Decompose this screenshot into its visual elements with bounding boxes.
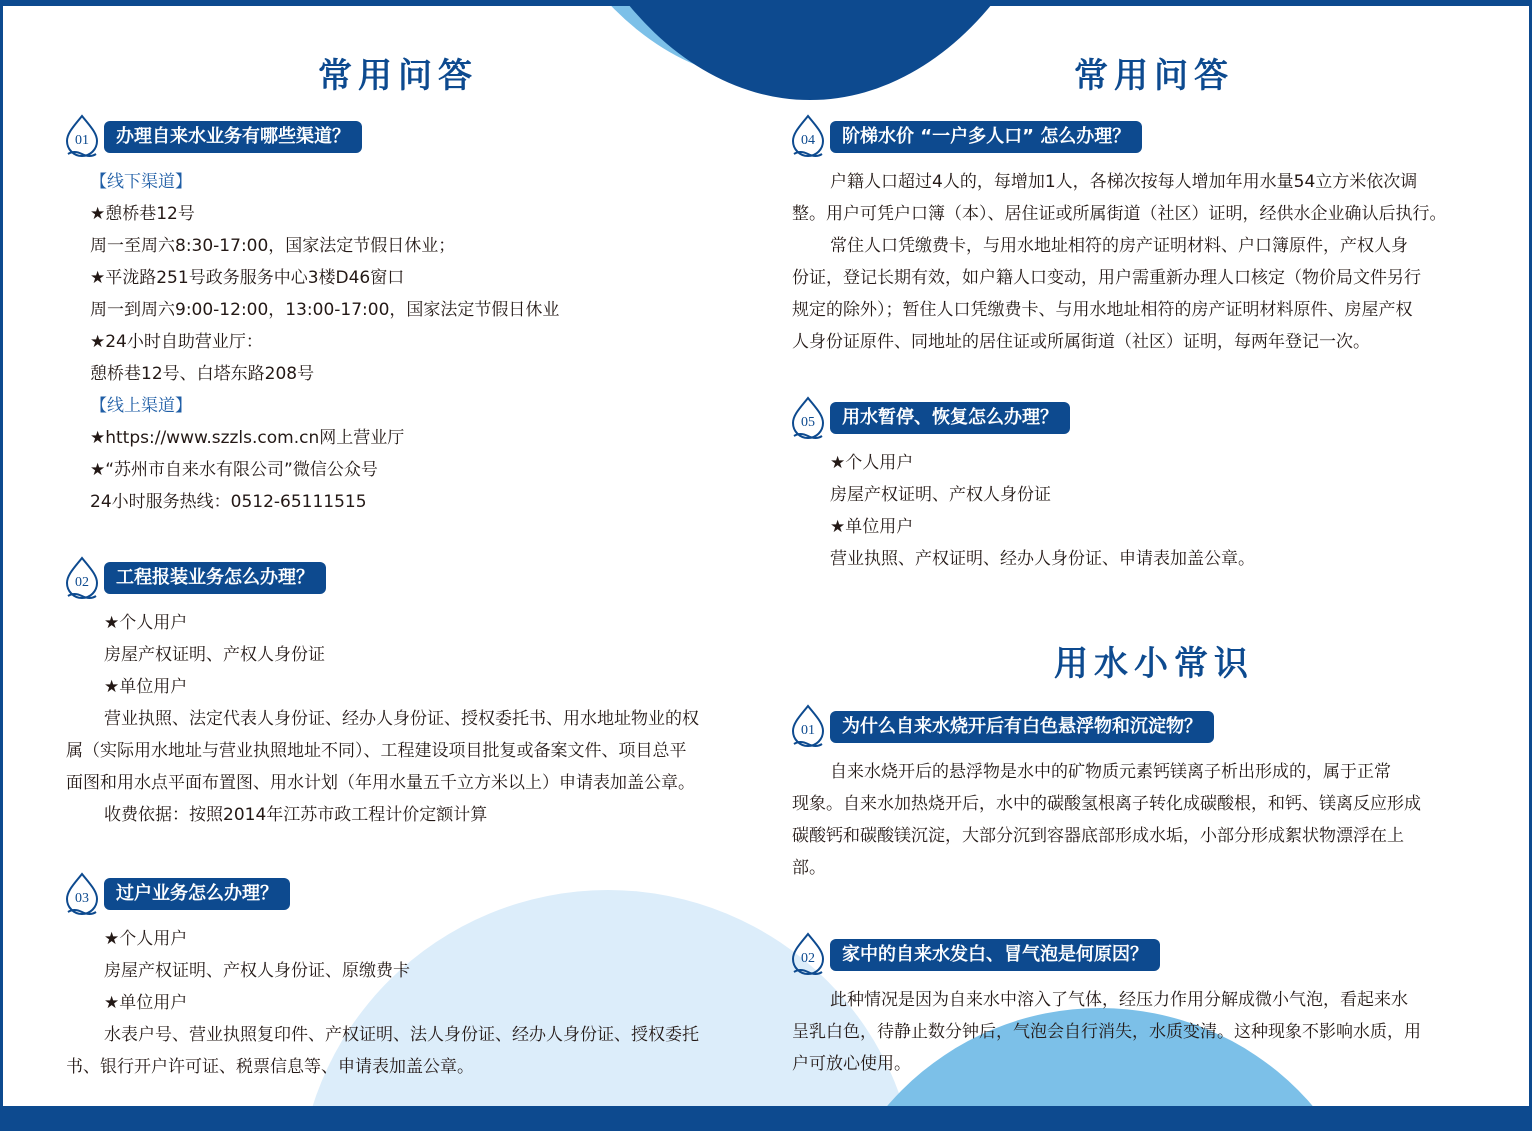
q1-line: ★平泷路251号政务服务中心3楼D46窗口 bbox=[90, 268, 405, 288]
right-section-title: 常用问答 bbox=[1074, 56, 1234, 96]
q1-line: ★https://www.szzls.com.cn网上营业厅 bbox=[90, 428, 405, 448]
q2-line: 收费依据：按照2014年江苏市政工程计价定额计算 bbox=[104, 805, 488, 825]
bottom-pale-circle bbox=[298, 890, 918, 1131]
online-channel-heading: 【线上渠道】 bbox=[90, 396, 192, 416]
question-02-bar: 工程报装业务怎么办理？ bbox=[104, 562, 326, 594]
q2-line: 房屋产权证明、产权人身份证 bbox=[104, 645, 325, 665]
water-drop-number-icon bbox=[790, 932, 826, 980]
tip-01-bar: 为什么自来水烧开后有白色悬浮物和沉淀物？ bbox=[830, 711, 1214, 743]
offline-channel-heading: 【线下渠道】 bbox=[90, 172, 192, 192]
water-drop-number-icon bbox=[64, 556, 100, 604]
svg-text:02: 02 bbox=[75, 575, 89, 590]
tips-section-title: 用水小常识 bbox=[1054, 644, 1254, 684]
frame-top-border bbox=[0, 0, 1532, 6]
tip2-line: 呈乳白色，待静止数分钟后，气泡会自行消失，水质变清。这种现象不影响水质，用 bbox=[792, 1022, 1421, 1042]
water-drop-number-icon bbox=[64, 114, 100, 162]
top-dark-arc bbox=[530, 0, 1090, 100]
q5-line: ★单位用户 bbox=[830, 517, 914, 537]
q2-line: 营业执照、法定代表人身份证、经办人身份证、授权委托书、用水地址物业的权 bbox=[104, 709, 699, 729]
svg-text:03: 03 bbox=[75, 891, 89, 906]
q3-line: 水表户号、营业执照复印件、产权证明、法人身份证、经办人身份证、授权委托 bbox=[104, 1025, 699, 1045]
q2-line: 面图和用水点平面布置图、用水计划（年用水量五千立方米以上）申请表加盖公章。 bbox=[66, 773, 695, 793]
q1-line: 周一至周六8:30-17:00，国家法定节假日休业； bbox=[90, 236, 456, 256]
q2-line: ★个人用户 bbox=[104, 613, 188, 633]
q4-line: 户籍人口超过4人的，每增加1人，各梯次按每人增加年用水量54立方米依次调 bbox=[830, 172, 1418, 192]
q3-line: 书、银行开户许可证、税票信息等、申请表加盖公章。 bbox=[66, 1057, 474, 1077]
q4-line: 常住人口凭缴费卡，与用水地址相符的房产证明材料、户口簿原件，产权人身 bbox=[830, 236, 1408, 256]
water-drop-number-icon bbox=[790, 704, 826, 752]
tip2-line: 户可放心使用。 bbox=[792, 1054, 911, 1074]
frame-left-border bbox=[0, 0, 3, 1131]
q2-line: 属（实际用水地址与营业执照地址不同）、工程建设项目批复或备案文件、项目总平 bbox=[66, 741, 687, 761]
q3-line: ★单位用户 bbox=[104, 993, 188, 1013]
water-drop-number-icon bbox=[64, 872, 100, 920]
tip1-line: 自来水烧开后的悬浮物是水中的矿物质元素钙镁离子析出形成的，属于正常 bbox=[830, 762, 1391, 782]
q5-line: 房屋产权证明、产权人身份证 bbox=[830, 485, 1051, 505]
question-04-bar: 阶梯水价 “一户多人口” 怎么办理？ bbox=[830, 121, 1142, 153]
footer-band bbox=[0, 1106, 1532, 1131]
question-03-bar: 过户业务怎么办理？ bbox=[104, 878, 290, 910]
q1-line: 憩桥巷12号、白塔东路208号 bbox=[90, 364, 315, 384]
water-drop-number-icon bbox=[790, 114, 826, 162]
q5-line: 营业执照、产权证明、经办人身份证、申请表加盖公章。 bbox=[830, 549, 1255, 569]
question-01-bar: 办理自来水业务有哪些渠道？ bbox=[104, 121, 362, 153]
svg-text:04: 04 bbox=[801, 133, 815, 148]
water-drop-number-icon bbox=[790, 396, 826, 444]
q1-line: ★24小时自助营业厅： bbox=[90, 332, 263, 352]
tip1-line: 碳酸钙和碳酸镁沉淀，大部分沉到容器底部形成水垢，小部分形成絮状物漂浮在上 bbox=[792, 826, 1404, 846]
question-05-bar: 用水暂停、恢复怎么办理？ bbox=[830, 402, 1070, 434]
svg-text:02: 02 bbox=[801, 951, 815, 966]
q1-line: ★“苏州市自来水有限公司”微信公众号 bbox=[90, 460, 378, 480]
q2-line: ★单位用户 bbox=[104, 677, 188, 697]
svg-text:05: 05 bbox=[801, 415, 815, 430]
q3-line: ★个人用户 bbox=[104, 929, 188, 949]
q1-line: 周一到周六9:00-12:00，13:00-17:00，国家法定节假日休业 bbox=[90, 300, 560, 320]
tip2-line: 此种情况是因为自来水中溶入了气体，经压力作用分解成微小气泡，看起来水 bbox=[830, 990, 1408, 1010]
q4-line: 规定的除外）；暂住人口凭缴费卡、与用水地址相符的房产证明材料原件、房屋产权 bbox=[792, 300, 1413, 320]
q4-line: 整。用户可凭户口簿（本）、居住证或所属街道（社区）证明，经供水企业确认后执行。 bbox=[792, 204, 1447, 224]
q5-line: ★个人用户 bbox=[830, 453, 914, 473]
q3-line: 房屋产权证明、产权人身份证、原缴费卡 bbox=[104, 961, 410, 981]
q1-line: ★憩桥巷12号 bbox=[90, 204, 195, 224]
svg-text:01: 01 bbox=[801, 723, 815, 738]
tip-02-bar: 家中的自来水发白、冒气泡是何原因？ bbox=[830, 939, 1160, 971]
q4-line: 份证，登记长期有效，如户籍人口变动，用户需重新办理人口核定（物价局文件另行 bbox=[792, 268, 1421, 288]
q4-line: 人身份证原件、同地址的居住证或所属街道（社区）证明，每两年登记一次。 bbox=[792, 332, 1370, 352]
tip1-line: 现象。自来水加热烧开后，水中的碳酸氢根离子转化成碳酸根，和钙、镁离反应形成 bbox=[792, 794, 1421, 814]
q1-line: 24小时服务热线：0512-65111515 bbox=[90, 492, 367, 512]
left-section-title: 常用问答 bbox=[318, 56, 478, 96]
tip1-line: 部。 bbox=[792, 858, 826, 878]
svg-text:01: 01 bbox=[75, 133, 89, 148]
